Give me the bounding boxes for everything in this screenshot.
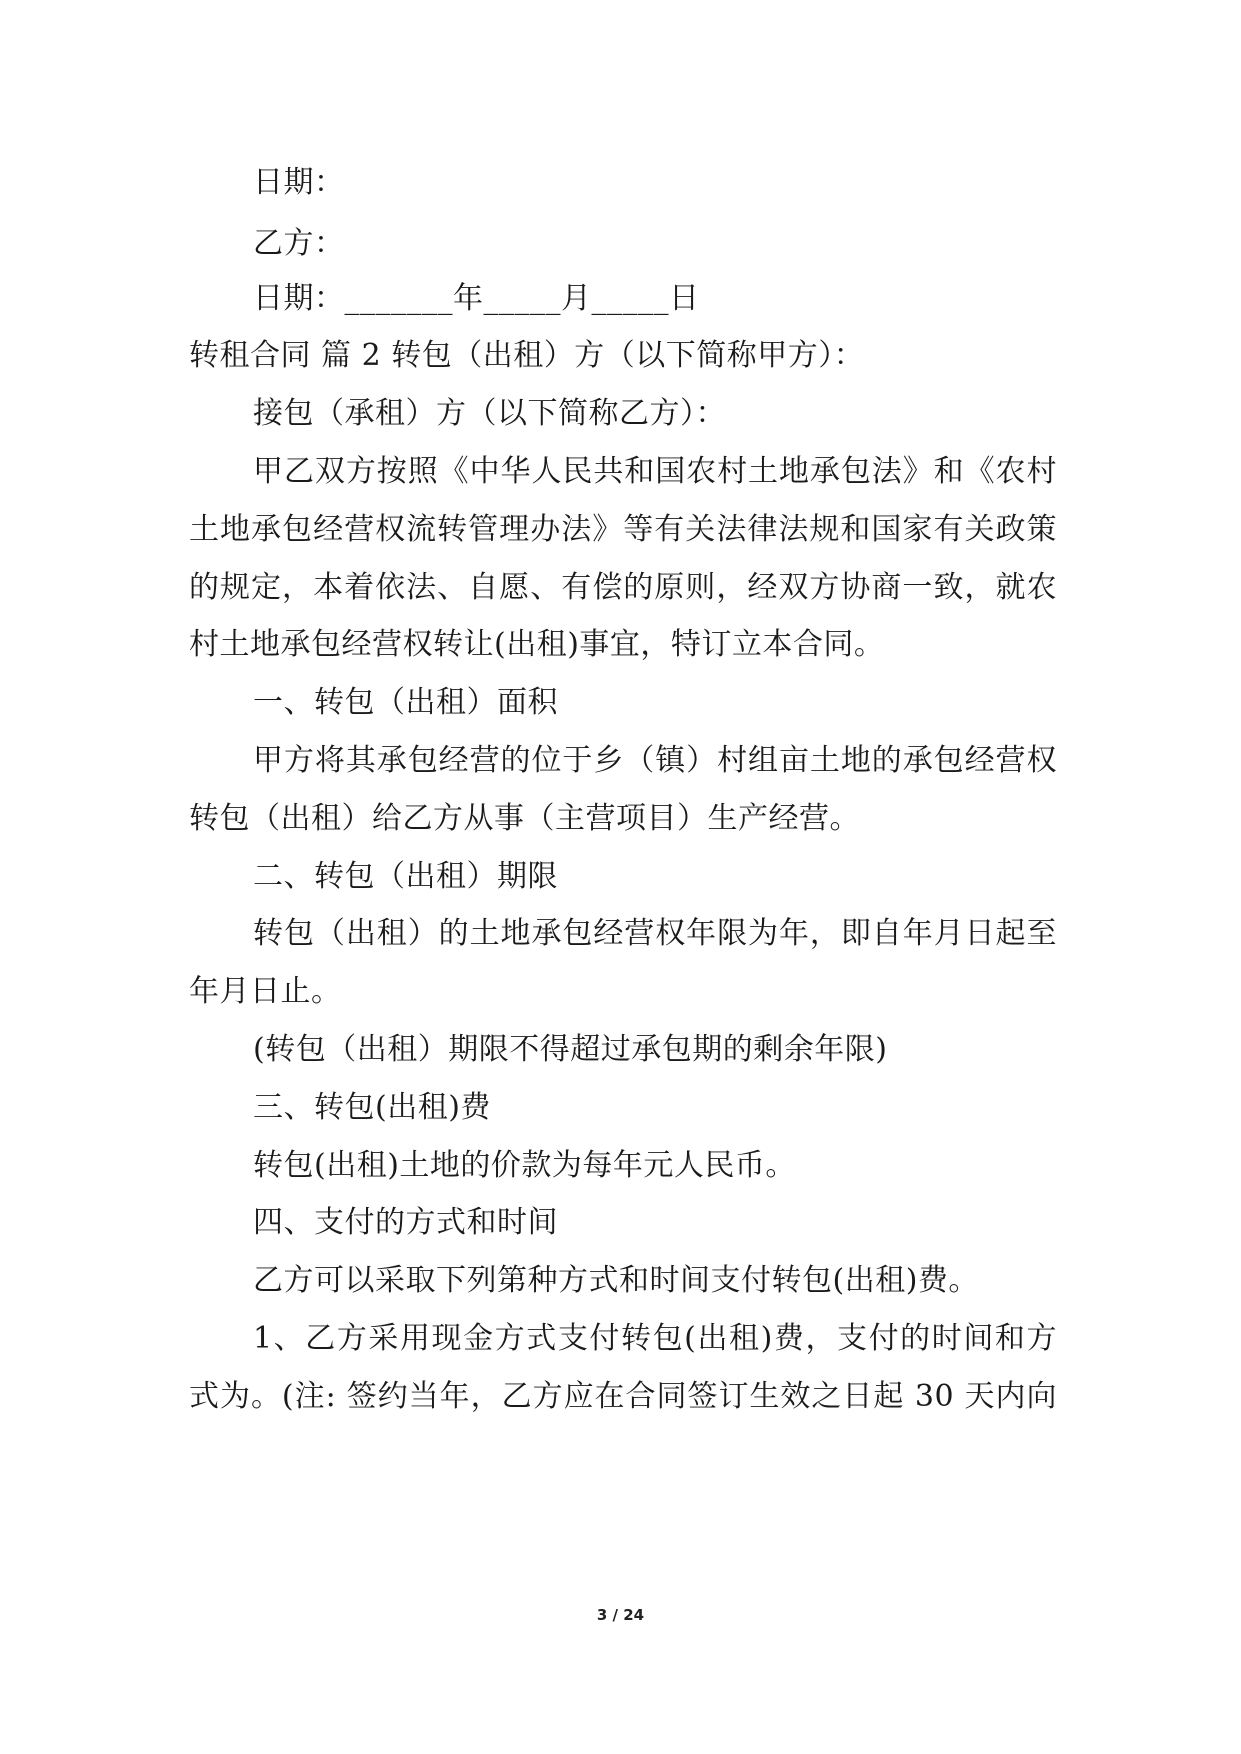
contract-heading-line: 转租合同 篇 2 转包（出租）方（以下简称甲方）：: [189, 338, 865, 373]
paragraph-line: 甲方将其承包经营的位于乡（镇）村组亩土地的承包经营权: [253, 743, 1057, 778]
page-number: 3 / 24: [596, 1606, 645, 1624]
paragraph-line: 村土地承包经营权转让(出租)事宜，特订立本合同。: [189, 627, 885, 662]
date-line-party-a: 日期：: [253, 165, 345, 200]
section-heading-3: 三、转包(出租)费: [253, 1090, 491, 1125]
paragraph-line: 转包（出租）给乙方从事（主营项目）生产经营。: [189, 801, 860, 836]
paragraph-line: 转包(出租)土地的价款为每年元人民币。: [253, 1148, 796, 1183]
paragraph-line: 乙方可以采取下列第种方式和时间支付转包(出租)费。: [253, 1263, 979, 1298]
paragraph-line: 年月日止。: [189, 974, 342, 1009]
paragraph-line: 式为。(注: 签约当年，乙方应在合同签订生效之日起 30 天内向: [189, 1379, 1057, 1414]
paragraph-line: 的规定，本着依法、自愿、有偿的原则，经双方协商一致，就农: [189, 570, 1057, 605]
section-heading-4: 四、支付的方式和时间: [253, 1205, 558, 1240]
paragraph-line: 土地承包经营权流转管理办法》等有关法律法规和国家有关政策: [189, 512, 1057, 547]
date-line-party-b: 日期：_______年_____月_____日: [253, 281, 700, 316]
paragraph-line: 转包（出租）的土地承包经营权年限为年，即自年月日起至: [253, 916, 1057, 951]
party-b-line: 乙方：: [253, 226, 345, 261]
note-line: (转包（出租）期限不得超过承包期的剩余年限): [253, 1032, 888, 1067]
lessee-line: 接包（承租）方（以下简称乙方）：: [253, 396, 726, 431]
section-heading-2: 二、转包（出租）期限: [253, 859, 558, 894]
paragraph-line: 1、乙方采用现金方式支付转包(出租)费，支付的时间和方: [253, 1321, 1057, 1356]
section-heading-1: 一、转包（出租）面积: [253, 685, 558, 720]
paragraph-line: 甲乙双方按照《中华人民共和国农村土地承包法》和《农村: [253, 454, 1057, 489]
